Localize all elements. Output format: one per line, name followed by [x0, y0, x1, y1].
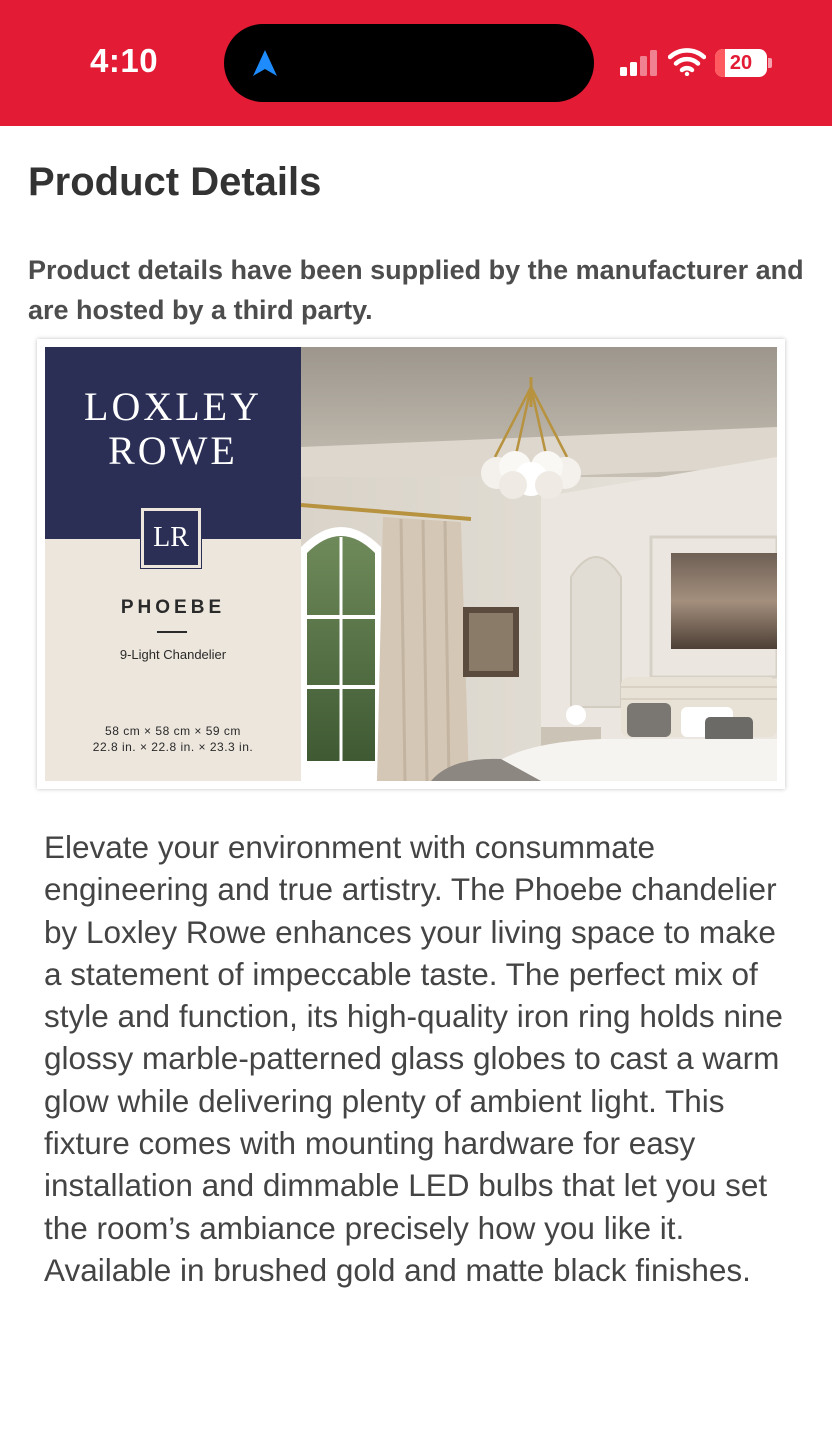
- wifi-icon: [668, 48, 706, 76]
- product-name: PHOEBE: [120, 597, 226, 618]
- bedroom-scene-photo: [301, 347, 777, 781]
- product-description: Elevate your environment with consummate engineering and true artistry. The Phoebe chandelier by Loxley Rowe enhances your living space to make a statement of impeccable taste. The perfect mix of style and function, its high-quality iron ring holds nine glossy marble-patterned glass globes to cast a warm glow while delivering plenty of ambient light. This fixture comes with mounting hardware for easy installation and dimmable LED bulbs that let you set the room’s ambiance precisely how you like it. Available in brushed gold and matte black finishes.: [44, 829, 783, 1288]
- status-bar: [0, 0, 832, 126]
- battery-icon: [715, 49, 767, 77]
- battery-percent: 20: [729, 52, 753, 74]
- divider: [157, 631, 187, 633]
- dimensions-metric: 58 cm × 58 cm × 59 cm: [105, 724, 241, 738]
- product-type: 9-Light Chandelier: [119, 647, 227, 662]
- third-party-disclaimer: Product details have been supplied by the manufacturer and are hosted by a third party.: [28, 255, 804, 325]
- cellular-signal-icon: [620, 50, 660, 76]
- page-title: Product Details: [28, 160, 322, 204]
- brand-name-line1: LOXLEY: [84, 384, 262, 429]
- brand-name-line2: ROWE: [108, 428, 238, 473]
- product-image[interactable]: [37, 339, 785, 789]
- dynamic-island: [224, 24, 594, 102]
- navigation-arrow-icon: [250, 48, 280, 78]
- status-time: 4:10: [90, 42, 159, 79]
- product-dimensions: [45, 723, 301, 755]
- dimensions-imperial: 22.8 in. × 22.8 in. × 23.3 in.: [92, 740, 254, 754]
- brand-logo: LR: [141, 508, 201, 568]
- brand-name: [45, 385, 301, 473]
- brand-panel: [45, 347, 301, 781]
- battery-cap: [768, 58, 772, 68]
